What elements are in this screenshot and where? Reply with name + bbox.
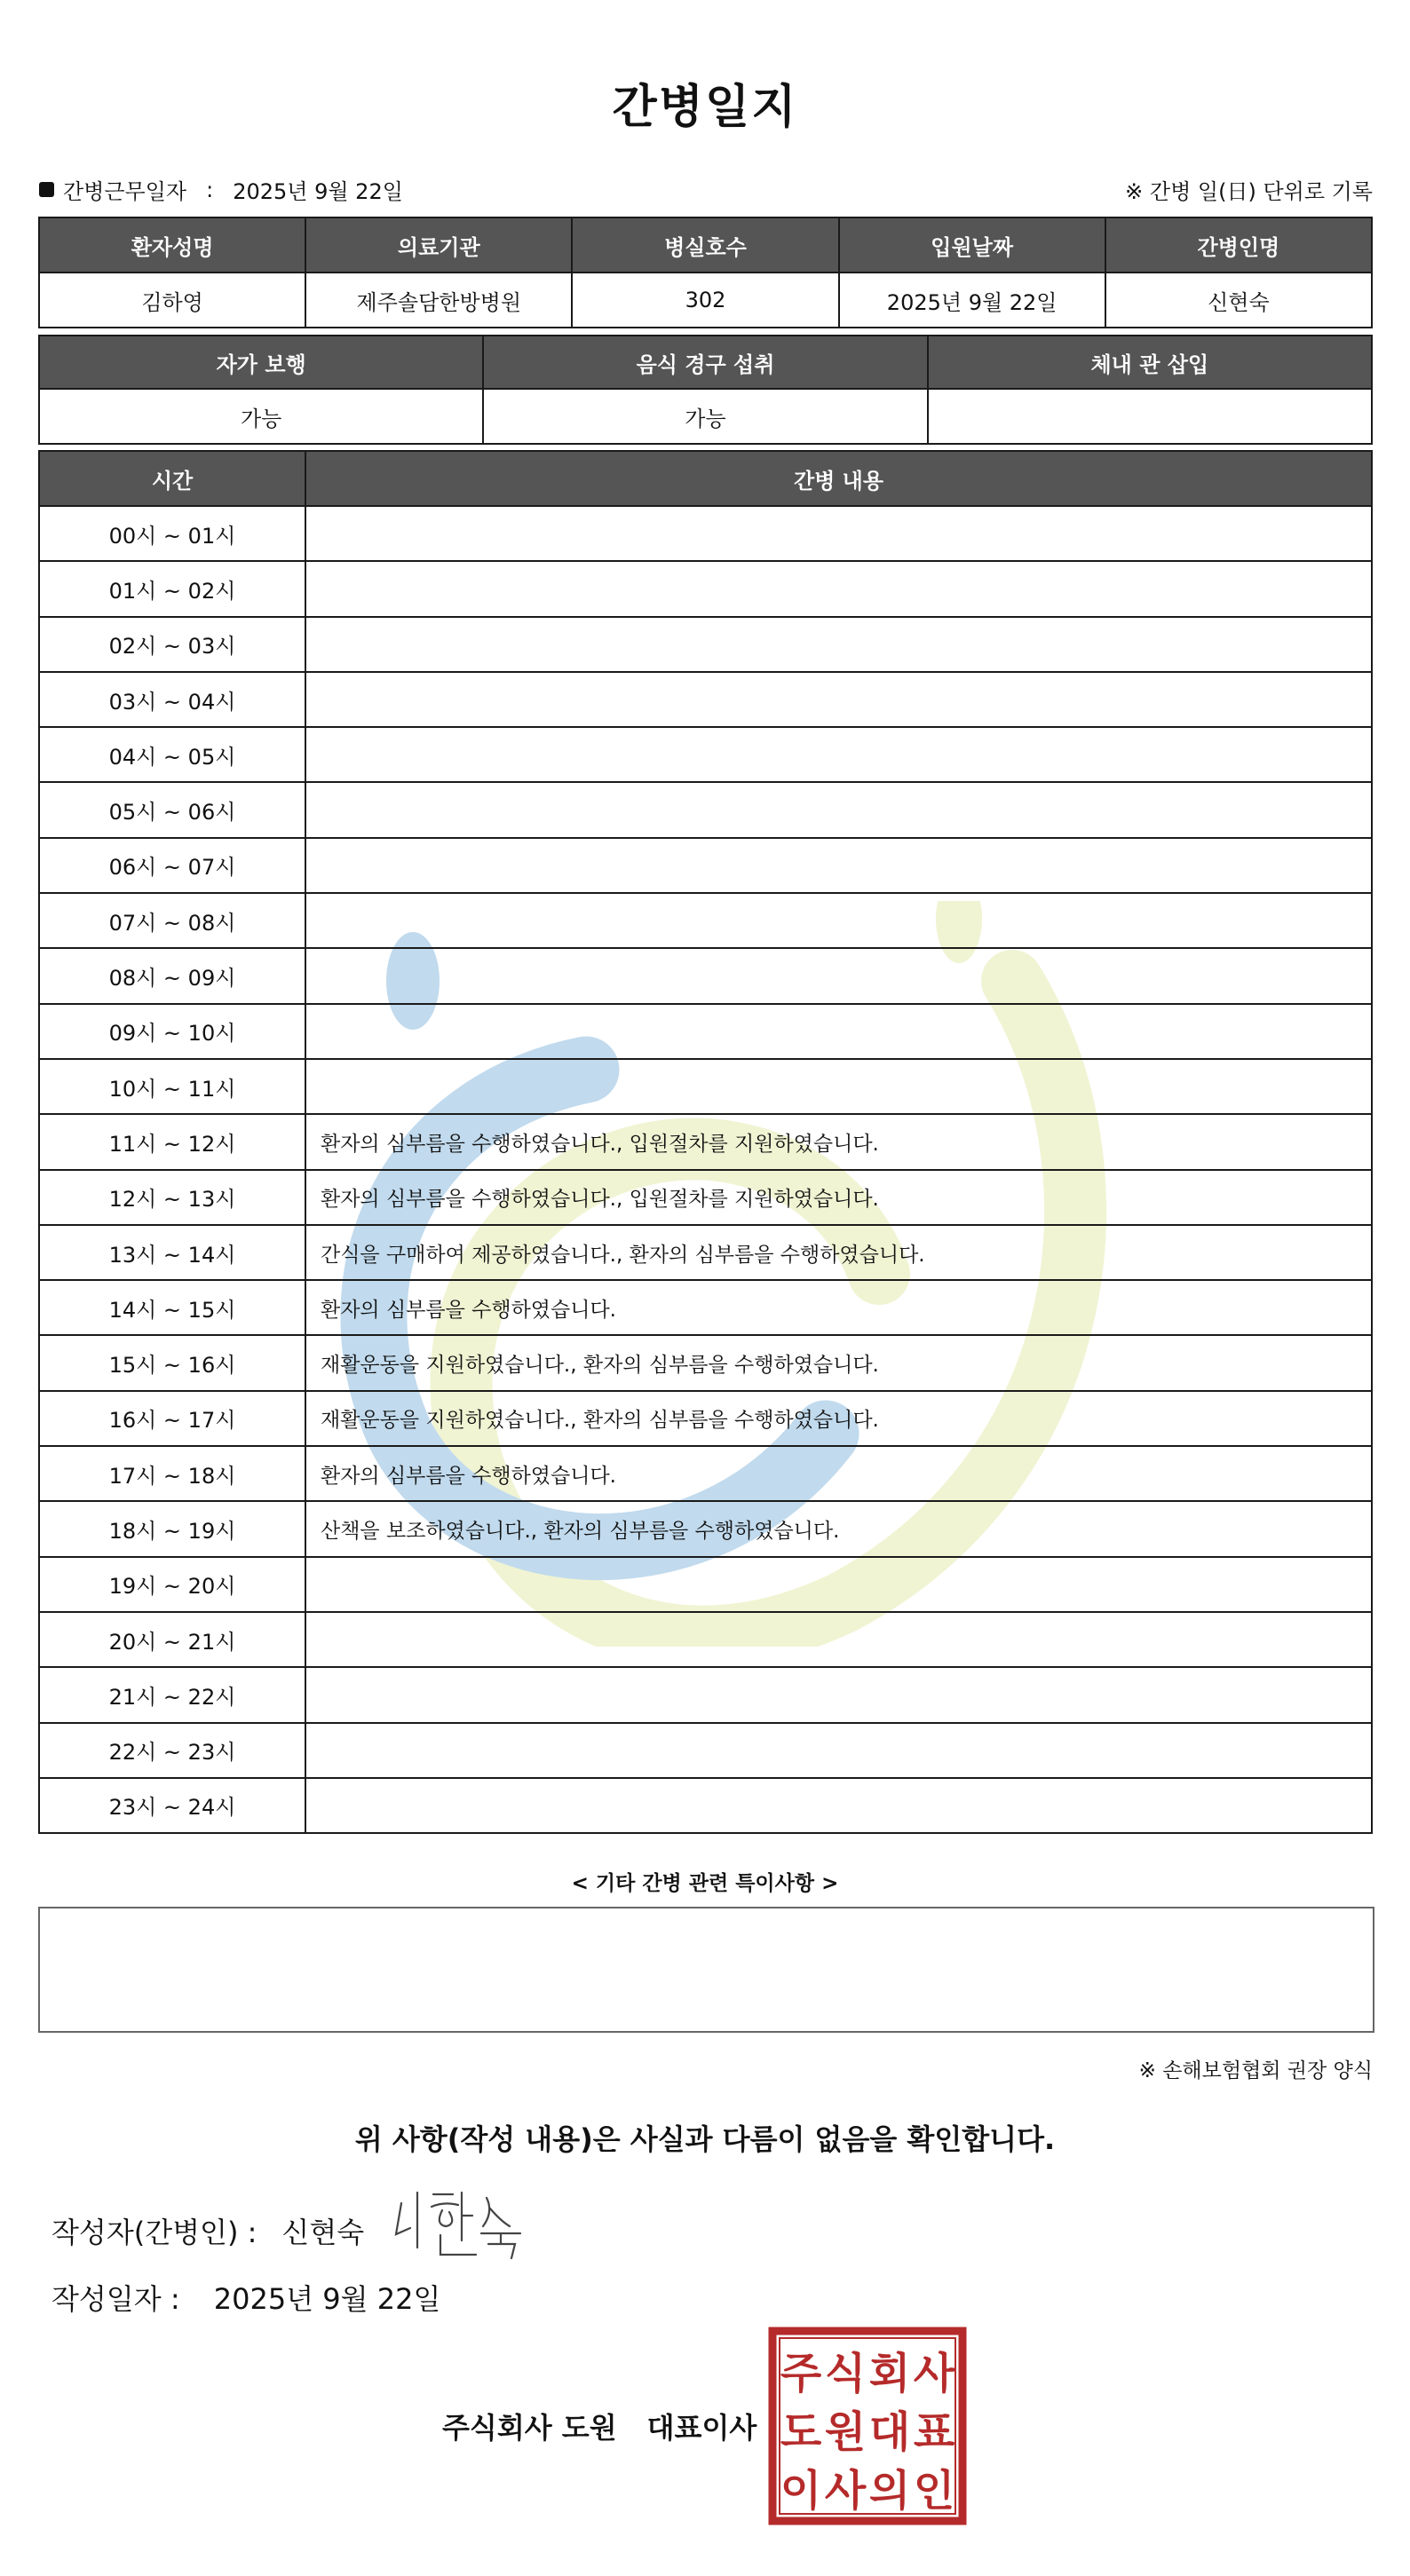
log-time: 16시 ~ 17시 — [39, 1391, 305, 1446]
log-time: 04시 ~ 05시 — [39, 727, 305, 782]
log-content: 환자의 심부름을 수행하였습니다. — [305, 1280, 1372, 1335]
log-row — [39, 893, 1372, 948]
special-notes-label: < 기타 간병 관련 특이사항 > — [571, 1872, 839, 1895]
log-time: 05시 ~ 06시 — [39, 782, 305, 837]
writer-name: 신현숙 — [281, 2216, 365, 2249]
log-row — [39, 672, 1372, 727]
seal-character: 사 — [913, 2349, 955, 2398]
company-row — [442, 2406, 756, 2446]
write-date-row — [51, 2277, 440, 2318]
company-seal-stamp — [767, 2326, 968, 2526]
log-time: 03시 ~ 04시 — [39, 672, 305, 727]
seal-character: 의 — [868, 2466, 911, 2516]
log-content: 환자의 심부름을 수행하였습니다., 입원절차를 지원하였습니다. — [305, 1170, 1372, 1225]
patient-name: 김하영 — [39, 273, 305, 328]
log-time: 15시 ~ 16시 — [39, 1335, 305, 1390]
room-number: 302 — [572, 273, 838, 328]
header-walking: 자가 보행 — [39, 336, 483, 389]
log-row — [39, 1667, 1372, 1722]
log-content — [305, 838, 1372, 893]
log-time: 11시 ~ 12시 — [39, 1114, 305, 1169]
header-room: 병실호수 — [572, 217, 838, 273]
patient-header-row — [39, 217, 1372, 273]
header-oral-intake: 음식 경구 섭취 — [483, 336, 927, 389]
log-row — [39, 1778, 1372, 1833]
seal-character: 대 — [868, 2407, 911, 2457]
log-row — [39, 1501, 1372, 1556]
oral-intake-status: 가능 — [483, 389, 927, 444]
work-date-value: 2025년 9월 22일 — [233, 179, 403, 204]
log-time: 09시 ~ 10시 — [39, 1004, 305, 1059]
log-time: 17시 ~ 18시 — [39, 1446, 305, 1501]
status-value-row — [39, 389, 1372, 444]
log-time: 14시 ~ 15시 — [39, 1280, 305, 1335]
log-row — [39, 1391, 1372, 1446]
log-time: 18시 ~ 19시 — [39, 1501, 305, 1556]
admission-date: 2025년 9월 22일 — [839, 273, 1105, 328]
header-care-content: 간병 내용 — [305, 451, 1372, 506]
handwritten-signature — [391, 2185, 533, 2265]
log-time: 08시 ~ 09시 — [39, 948, 305, 1003]
log-content — [305, 672, 1372, 727]
write-date-label: 작성일자 : — [51, 2282, 180, 2316]
log-content — [305, 617, 1372, 672]
seal-character: 인 — [913, 2466, 955, 2516]
log-content — [305, 1723, 1372, 1778]
log-row — [39, 1114, 1372, 1169]
status-header-row — [39, 336, 1372, 389]
seal-character: 주 — [780, 2349, 822, 2398]
log-time: 19시 ~ 20시 — [39, 1557, 305, 1612]
log-time: 22시 ~ 23시 — [39, 1723, 305, 1778]
log-row — [39, 561, 1372, 616]
log-time: 10시 ~ 11시 — [39, 1059, 305, 1114]
log-content — [305, 561, 1372, 616]
seal-character: 회 — [868, 2349, 911, 2398]
log-time: 23시 ~ 24시 — [39, 1778, 305, 1833]
log-content: 환자의 심부름을 수행하였습니다., 입원절차를 지원하였습니다. — [305, 1114, 1372, 1169]
special-notes-box — [38, 1907, 1374, 2033]
log-row — [39, 1280, 1372, 1335]
confirm-statement: 위 사항(작성 내용)은 사실과 다름이 없음을 확인합니다. — [354, 2122, 1056, 2156]
log-row — [39, 1335, 1372, 1390]
header-patient-name: 환자성명 — [39, 217, 305, 273]
log-row — [39, 727, 1372, 782]
log-content — [305, 1557, 1372, 1612]
recommend-note: ※ 손해보험협회 권장 양식 — [1138, 2059, 1373, 2082]
log-content — [305, 1612, 1372, 1667]
caregiver-name: 신현숙 — [1105, 273, 1372, 328]
tube-status — [928, 389, 1372, 444]
work-date-separator: : — [206, 177, 214, 202]
log-content — [305, 893, 1372, 948]
log-row — [39, 1225, 1372, 1280]
log-row — [39, 506, 1372, 561]
unit-note: ※ 간병 일(日) 단위로 기록 — [1125, 179, 1373, 204]
log-row — [39, 782, 1372, 837]
seal-character: 원 — [824, 2407, 867, 2457]
log-time: 00시 ~ 01시 — [39, 506, 305, 561]
log-time: 20시 ~ 21시 — [39, 1612, 305, 1667]
bullet-square-icon — [39, 182, 54, 197]
log-time: 21시 ~ 22시 — [39, 1667, 305, 1722]
header-admission-date: 입원날짜 — [839, 217, 1105, 273]
log-time: 01시 ~ 02시 — [39, 561, 305, 616]
care-log-table — [38, 450, 1373, 1834]
hospital-name: 제주솔담한방병원 — [305, 273, 572, 328]
header-hospital: 의료기관 — [305, 217, 572, 273]
log-row — [39, 1557, 1372, 1612]
log-row — [39, 1723, 1372, 1778]
ceo-label: 대표이사 — [646, 2411, 757, 2445]
seal-character: 사 — [824, 2466, 867, 2516]
patient-status-table — [38, 335, 1373, 445]
log-row — [39, 1612, 1372, 1667]
log-time: 02시 ~ 03시 — [39, 617, 305, 672]
header-time: 시간 — [39, 451, 305, 506]
log-content: 간식을 구매하여 제공하였습니다., 환자의 심부름을 수행하였습니다. — [305, 1225, 1372, 1280]
log-row — [39, 1170, 1372, 1225]
log-content: 재활운동을 지원하였습니다., 환자의 심부름을 수행하였습니다. — [305, 1335, 1372, 1390]
log-row — [39, 617, 1372, 672]
log-content — [305, 1667, 1372, 1722]
seal-character: 표 — [913, 2407, 955, 2457]
log-time: 13시 ~ 14시 — [39, 1225, 305, 1280]
log-row — [39, 838, 1372, 893]
writer-label: 작성자(간병인) : — [51, 2216, 257, 2249]
writer-row — [51, 2210, 364, 2251]
log-content — [305, 1004, 1372, 1059]
log-content — [305, 948, 1372, 1003]
log-row — [39, 948, 1372, 1003]
log-content — [305, 1059, 1372, 1114]
seal-character: 도 — [780, 2407, 822, 2457]
log-row — [39, 1446, 1372, 1501]
company-name: 주식회사 도원 — [442, 2411, 617, 2445]
log-content — [305, 782, 1372, 837]
log-content: 환자의 심부름을 수행하였습니다. — [305, 1446, 1372, 1501]
log-time: 06시 ~ 07시 — [39, 838, 305, 893]
seal-character: 이 — [780, 2466, 822, 2516]
log-content — [305, 727, 1372, 782]
log-row — [39, 1059, 1372, 1114]
log-content — [305, 1778, 1372, 1833]
walking-status: 가능 — [39, 389, 483, 444]
document-title: 간병일지 — [612, 81, 798, 134]
log-time: 07시 ~ 08시 — [39, 893, 305, 948]
work-date-label: 간병근무일자 — [63, 179, 187, 204]
patient-value-row — [39, 273, 1372, 328]
write-date-value: 2025년 9월 22일 — [213, 2282, 441, 2316]
log-header-row — [39, 451, 1372, 506]
log-time: 12시 ~ 13시 — [39, 1170, 305, 1225]
header-tube: 체내 관 삽입 — [928, 336, 1372, 389]
log-content — [305, 506, 1372, 561]
log-content: 재활운동을 지원하였습니다., 환자의 심부름을 수행하였습니다. — [305, 1391, 1372, 1446]
patient-info-table — [38, 217, 1373, 328]
work-date-row — [39, 174, 403, 205]
header-caregiver: 간병인명 — [1105, 217, 1372, 273]
seal-character: 식 — [824, 2349, 867, 2398]
log-content: 산책을 보조하였습니다., 환자의 심부름을 수행하였습니다. — [305, 1501, 1372, 1556]
log-row — [39, 1004, 1372, 1059]
